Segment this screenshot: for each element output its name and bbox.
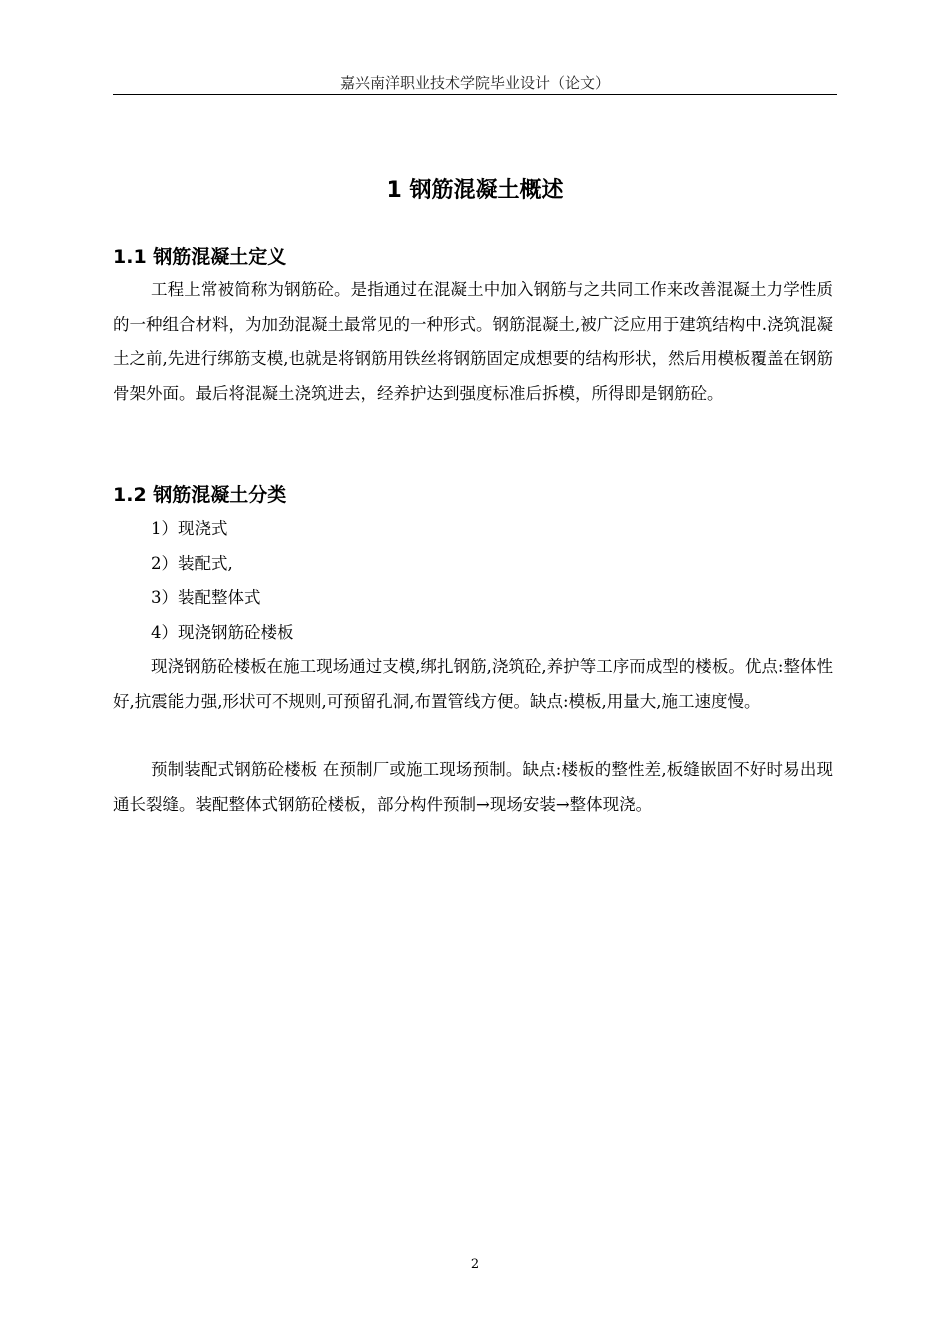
section-heading-1-1: 1.1 钢筋混凝土定义 xyxy=(113,246,287,268)
definition-paragraph: 工程上常被简称为钢筋砼。是指通过在混凝土中加入钢筋与之共同工作来改善混凝土力学性质的一种组合材料，为加劲混凝土最常见的一种形式。钢筋混凝土,被广泛应用于建筑结构中.浇筑混凝土之前,先进行绑筋支模,也就是将钢筋用铁丝将钢筋固定成想要的结构形状，然后用模板覆盖在钢筋骨架外面。最后将混凝土浇筑进去，经养护达到强度标准后拆模，所得即是钢筋砼。 xyxy=(113,280,833,403)
precast-paragraph: 预制装配式钢筋砼楼板 在预制厂或施工现场预制。缺点:楼板的整性差,板缝嵌固不好时易出现通长裂缝。装配整体式钢筋砼楼板，部分构件预制→现场安装→整体现浇。 xyxy=(113,760,833,814)
list-item: 2）装配式, xyxy=(151,553,233,573)
list-item: 3）装配整体式 xyxy=(151,588,261,607)
page-number: 2 xyxy=(470,1257,480,1272)
list-item: 1）现浇式 xyxy=(151,519,228,538)
page-header: 嘉兴南洋职业技术学院毕业设计（论文） xyxy=(339,74,610,92)
list-item: 4）现浇钢筋砼楼板 xyxy=(151,622,294,642)
chapter-title: 1 钢筋混凝土概述 xyxy=(386,178,564,203)
classification-list xyxy=(151,512,294,650)
header-divider xyxy=(113,94,837,95)
section-heading-1-2: 1.2 钢筋混凝土分类 xyxy=(113,484,287,506)
cast-in-place-paragraph: 现浇钢筋砼楼板在施工现场通过支模,绑扎钢筋,浇筑砼,养护等工序而成型的楼板。优点:整体性好,抗震能力强,形状可不规则,可预留孔洞,布置管线方便。缺点:模板,用量大,施工速度慢。 xyxy=(113,657,833,711)
